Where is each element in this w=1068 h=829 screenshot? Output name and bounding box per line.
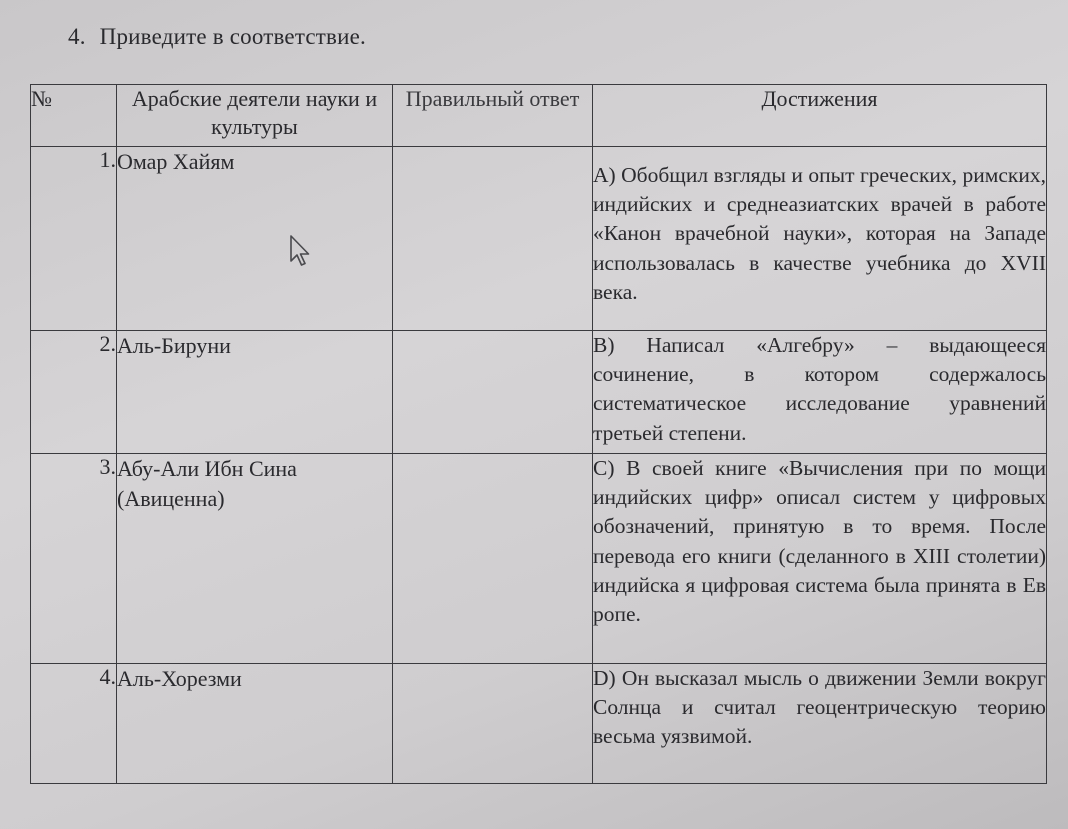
answer-cell[interactable] bbox=[393, 454, 593, 664]
task-title: Приведите в соответствие. bbox=[99, 24, 366, 49]
row-achievement: А) Обобщил взгляды и опыт греческих, римских, индийских и среднеазиатских врачей в работе «Канон врачебной науки», которая на Западе использовалась в качестве учебника до XVII века. bbox=[593, 147, 1047, 331]
table-row bbox=[31, 664, 1047, 784]
row-number: 2. bbox=[31, 331, 117, 454]
answer-cell[interactable] bbox=[393, 331, 593, 454]
row-name: Омар Хайям bbox=[117, 147, 393, 331]
header-number: № bbox=[31, 85, 117, 147]
answer-cell[interactable] bbox=[393, 664, 593, 784]
matching-table bbox=[30, 84, 1047, 784]
mouse-pointer-icon bbox=[289, 234, 311, 268]
row-number: 4. bbox=[31, 664, 117, 784]
task-number: 4. bbox=[68, 24, 86, 49]
table-row bbox=[31, 454, 1047, 664]
row-achievement: С) В своей книге «Вычисления при по мощи индийских цифр» описал систем у цифровых обозначений, принятую в то время. После перевода его книги (сделанного в XIII столетии) индийска я цифровая система была принята в Ев ропе. bbox=[593, 454, 1047, 664]
table-row bbox=[31, 147, 1047, 331]
table-row bbox=[31, 331, 1047, 454]
header-answer: Правильный ответ bbox=[393, 85, 593, 147]
row-name: Абу-Али Ибн Сина (Авиценна) bbox=[117, 454, 393, 664]
row-achievement: В) Написал «Алгебру» – выдающееся сочинение, в котором содержалось систематическое исследование уравнений третьей степени. bbox=[593, 331, 1047, 454]
answer-cell[interactable] bbox=[393, 147, 593, 331]
table-header-row bbox=[31, 85, 1047, 147]
row-achievement: D) Он высказал мысль о движении Земли вокруг Солнца и считал геоцентрическую теорию весьма уязвимой. bbox=[593, 664, 1047, 784]
header-name: Арабские деятели науки и культуры bbox=[117, 85, 393, 147]
task-heading bbox=[68, 24, 366, 50]
row-name: Аль-Бируни bbox=[117, 331, 393, 454]
row-number: 3. bbox=[31, 454, 117, 664]
header-achievement: Достижения bbox=[593, 85, 1047, 147]
row-name: Аль-Хорезми bbox=[117, 664, 393, 784]
row-number: 1. bbox=[31, 147, 117, 331]
